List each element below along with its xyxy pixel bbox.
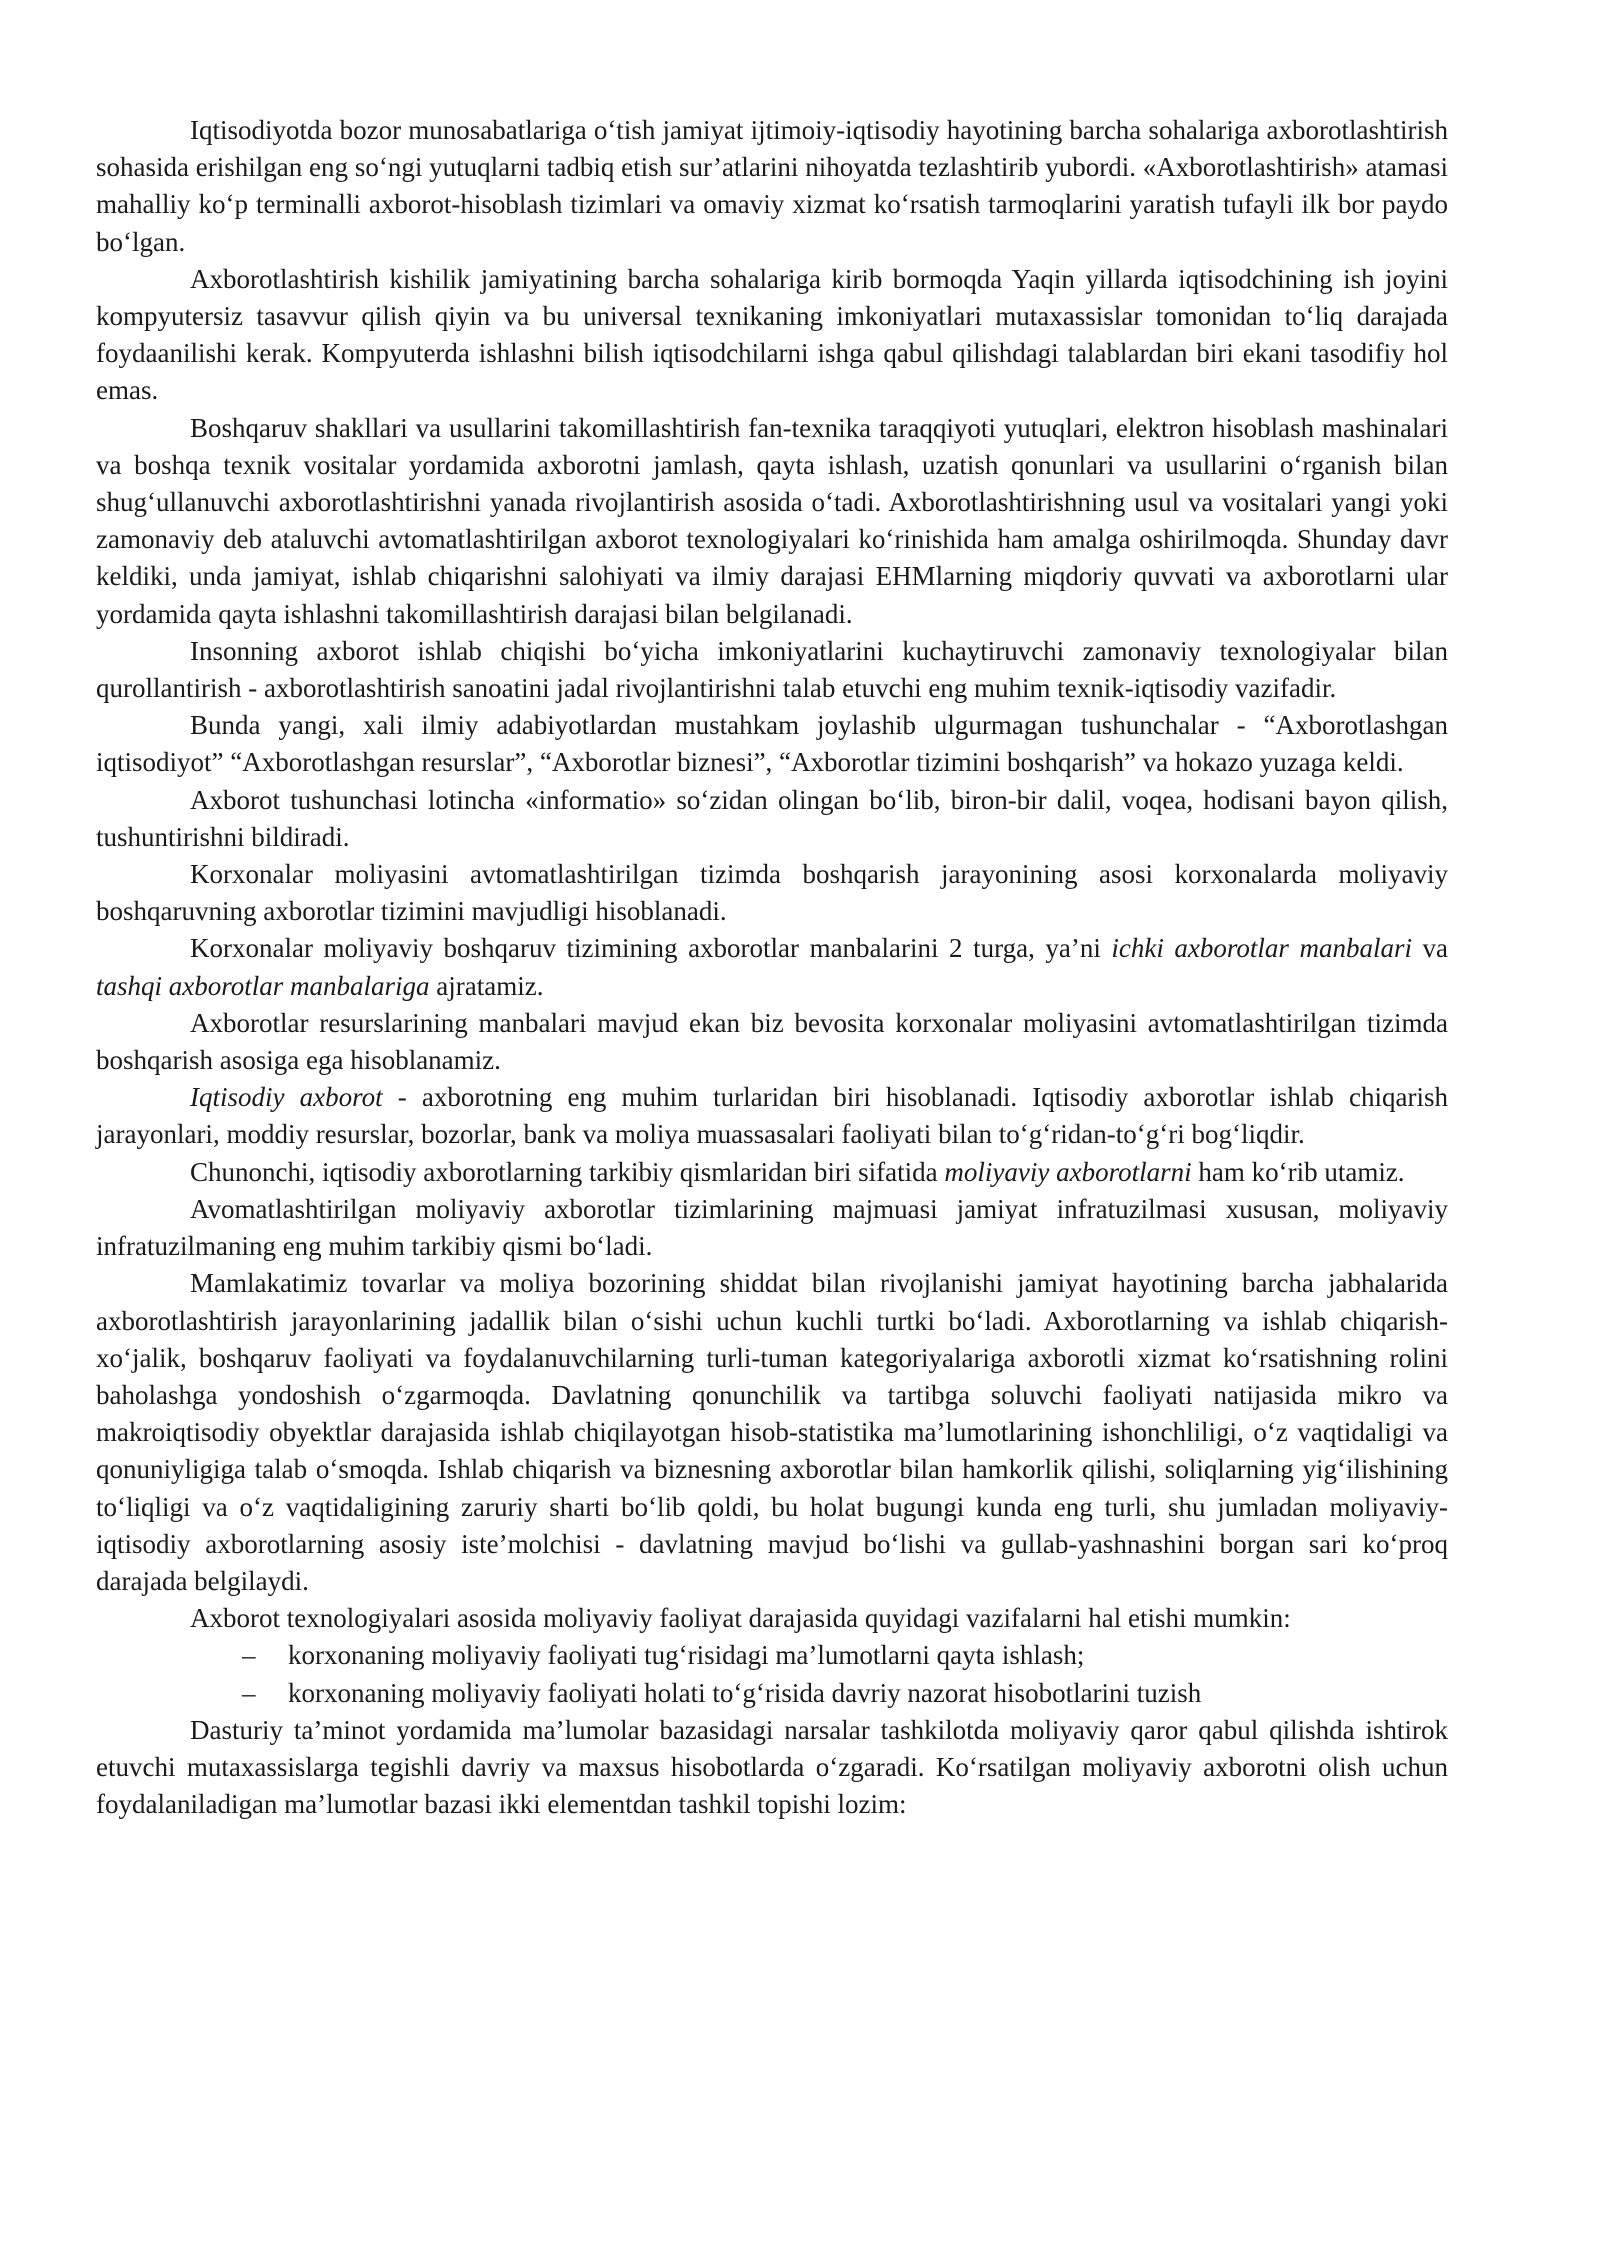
- list-item: [96, 1637, 1448, 1674]
- paragraph-8-emphasis-b: tashqi axborotlar manbalariga: [96, 970, 430, 1001]
- paragraph-11-text-b: ham koʻrib utamiz.: [1191, 1156, 1405, 1187]
- paragraph-12: Avomatlashtirilgan moliyaviy axborotlar tizimlarining majmuasi jamiyat infratuzilmasi xususan, moliyaviy infratuzilmaning eng muhim tarkibiy qismi boʻladi.: [96, 1193, 1448, 1262]
- paragraph-8: [96, 930, 1448, 1004]
- paragraph-8-text-b: va: [1411, 933, 1448, 964]
- closing-paragraph: Dasturiy ta’minot yordamida ma’lumolar bazasidagi narsalar tashkilotda moliyaviy qaror qabul qilishda ishtirok etuvchi mutaxassislarga tegishli davriy va maxsus hisobotlarda oʻzgaradi. Koʻrsatilgan moliyaviy axborotni olish uchun foydalaniladigan ma’lumotlar bazasi ikki elementdan tashkil topishi lozim:: [96, 1714, 1448, 1820]
- list-item: [96, 1675, 1448, 1712]
- task-list: [96, 1637, 1448, 1711]
- list-item-text: korxonaning moliyaviy faoliyati tugʻrisidagi ma’lumotlarni qayta ishlash;: [288, 1640, 1085, 1671]
- paragraph-10: [96, 1079, 1448, 1153]
- paragraph-11-emphasis: moliyaviy axborotlarni: [944, 1156, 1192, 1187]
- paragraph-5: Bunda yangi, xali ilmiy adabiyotlardan mustahkam joylashib ulgurmagan tushunchalar - “Axborotlashgan iqtisodiyot” “Axborotlashgan resurslar”, “Axborotlar biznesi”, “Axborotlar tizimini boshqarish” va hokazo yuzaga keldi.: [96, 710, 1448, 778]
- paragraph-8-emphasis-a: ichki axborotlar manbalari: [1111, 933, 1412, 964]
- list-item-text: korxonaning moliyaviy faoliyati holati toʻgʻrisida davriy nazorat hisobotlarini tuzish: [288, 1677, 1202, 1708]
- paragraph-10-text: - axborotning eng muhim turlaridan biri hisoblanadi. Iqtisodiy axborotlar ishlab chiqarish jarayonlari, moddiy resurslar, bozorlar, bank va moliya muassasalari faoliyati bilan toʻgʻridan-toʻgʻri bogʻliqdir.: [96, 1082, 1448, 1150]
- paragraph-13: Mamlakatimiz tovarlar va moliya bozorining shiddat bilan rivojlanishi jamiyat hayotining barcha jabhalarida axborotlashtirish jarayonlarining jadallik bilan oʻsishi uchun kuchli turtki boʻladi. Axborotlarning va ishlab chiqarish-xoʻjalik, boshqaruv faoliyati va foydalanuvchilarning turli-tuman kategoriyalariga axborotli xizmat koʻrsatishning rolini baholashga yondoshish oʻzgarmoqda. Davlatning qonunchilik va tartibga soluvchi faoliyati natijasida mikro va makroiqtisodiy obyektlar darajasida ishlab chiqilayotgan hisob-statistika ma’lumotlarining ishonchliligi, oʻz vaqtidaligi va qonuniyligiga talab oʻsmoqda. Ishlab chiqarish va biznesning axborotlar bilan hamkorlik qilishi, soliqlarning yigʻilishining toʻliqligi va oʻz vaqtidaligining zaruriy sharti boʻlib qoldi, bu holat bugungi kunda eng turli, shu jumladan moliyaviy-iqtisodiy axborotlarning asosiy iste’molchisi - davlatning mavjud boʻlishi va gullab-yashnashini borgan sari koʻproq darajada belgilaydi.: [96, 1268, 1448, 1596]
- paragraph-7: Korxonalar moliyasini avtomatlashtirilgan tizimda boshqarish jarayonining asosi korxonalarda moliyaviy boshqaruvning axborotlar tizimini mavjudligi hisoblanadi.: [96, 859, 1448, 927]
- list-dash: –: [242, 1677, 256, 1708]
- paragraph-11: [96, 1154, 1448, 1191]
- paragraph-11-text-a: Chunonchi, iqtisodiy axborotlarning tarkibiy qismlaridan biri sifatida: [190, 1156, 945, 1187]
- paragraph-4: Insonning axborot ishlab chiqishi boʻyicha imkoniyatlarini kuchaytiruvchi zamonaviy texnologiyalar bilan qurollantirish - axborotlashtirish sanoatini jadal rivojlantirishni talab etuvchi eng muhim texnik-iqtisodiy vazifadir.: [96, 635, 1448, 704]
- list-dash: –: [242, 1640, 256, 1671]
- paragraph-3: Boshqaruv shakllari va usullarini takomillashtirish fan-texnika taraqqiyoti yutuqlari, elektron hisoblash mashinalari va boshqa texnik vositalar yordamida axborotni jamlash, qayta ishlash, uzatish qonunlari va usullarini oʻrganish bilan shugʻullanuvchi axborotlashtirishni yanada rivojlantirish asosida oʻtadi. Axborotlashtirishning usul va vositalari yangi yoki zamonaviy deb ataluvchi avtomatlashtirilgan axborot texnologiyalari koʻrinishida ham amalga oshirilmoqda. Shunday davr keldiki, unda jamiyat, ishlab chiqarishni salohiyati va ilmiy darajasi EHMlarning miqdoriy quvvati va axborotlarni ular yordamida qayta ishlashni takomillashtirish darajasi bilan belgilanadi.: [96, 412, 1448, 629]
- paragraph-8-text-a: Korxonalar moliyaviy boshqaruv tizimining axborotlar manbalarini 2 turga, ya’ni: [190, 933, 1112, 964]
- paragraph-6: Axborot tushunchasi lotincha «informatio» soʻzidan olingan boʻlib, biron-bir dalil, voqea, hodisani bayon qilish, tushuntirishni bildiradi.: [96, 784, 1448, 852]
- paragraph-9: Axborotlar resurslarining manbalari mavjud ekan biz bevosita korxonalar moliyasini avtomatlashtirilgan tizimda boshqarish asosiga ega hisoblanamiz.: [96, 1007, 1448, 1076]
- paragraph-14: Axborot texnologiyalari asosida moliyaviy faoliyat darajasida quyidagi vazifalarni hal etishi mumkin:: [190, 1603, 1291, 1634]
- document-page: [96, 112, 1448, 1823]
- paragraph-10-emphasis: Iqtisodiy axborot: [190, 1082, 383, 1113]
- paragraph-2: Axborotlashtirish kishilik jamiyatining barcha sohalariga kirib bormoqda Yaqin yillarda iqtisodchining ish joyini kompyutersiz tasavvur qilish qiyin va bu universal texnikaning imkoniyatlari mutaxassislar tomonidan toʻliq darajada foydaanilishi kerak. Kompyuterda ishlashni bilish iqtisodchilarni ishga qabul qilishdagi talablardan biri ekani tasodifiy hol emas.: [96, 263, 1448, 406]
- paragraph-8-text-c: ajratamiz.: [429, 970, 544, 1001]
- paragraph-1: Iqtisodiyotda bozor munosabatlariga oʻtish jamiyat ijtimoiy-iqtisodiy hayotining barcha sohalariga axborotlashtirish sohasida erishilgan eng soʻngi yutuqlarni tadbiq etish sur’atlarini nihoyatda tezlashtirib yubordi. «Axborotlashtirish» atamasi mahalliy koʻp terminalli axborot-hisoblash tizimlari va omaviy xizmat koʻrsatish tarmoqlarini yaratish tufayli ilk bor paydo boʻlgan.: [96, 115, 1448, 257]
